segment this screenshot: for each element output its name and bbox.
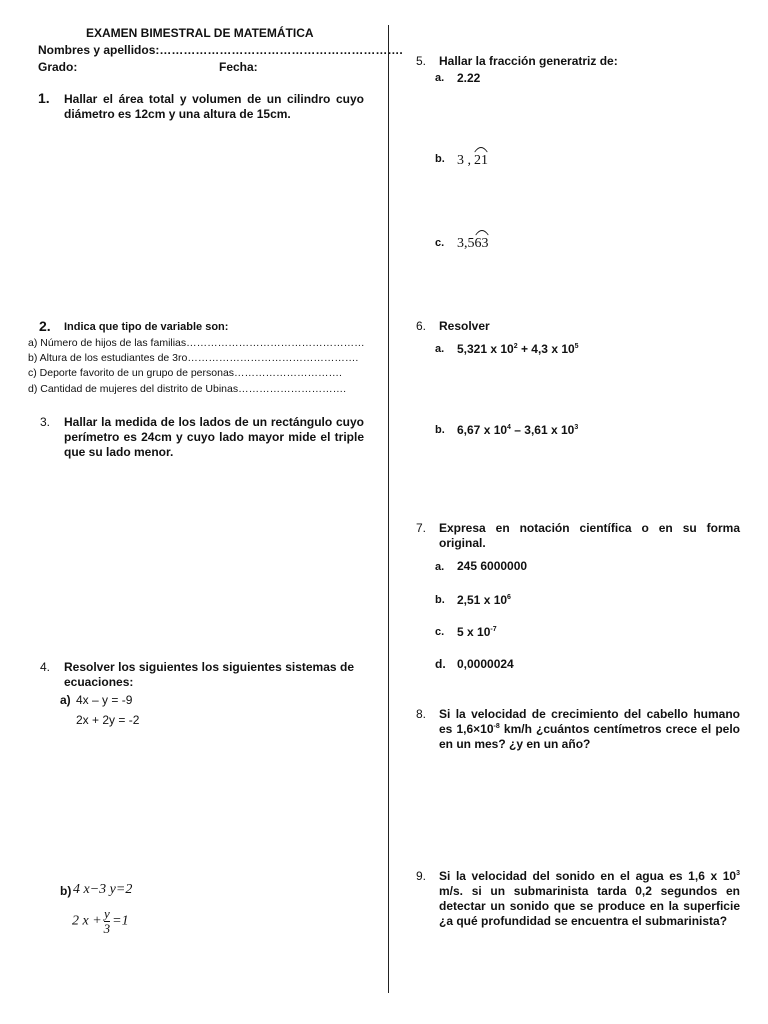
q4-b-eq1: 4 x−3 y=2	[73, 882, 133, 897]
q7-c-base: 5 x 10	[457, 625, 491, 639]
q6-b-term2: – 3,61 x 10	[510, 423, 575, 437]
q5-c-label: c.	[435, 237, 445, 249]
date-label: Fecha:	[219, 60, 258, 74]
q5-c-integer: 3,5	[457, 236, 475, 251]
q6-a-label: a.	[435, 343, 445, 355]
q6-a-term2: + 4,3 x 10	[517, 342, 575, 356]
q9-text	[439, 869, 740, 929]
q4-b-label: b)	[60, 884, 72, 898]
q7-text: Expresa en notación científica o en su forma original.	[439, 521, 740, 550]
q7-b-value	[457, 593, 511, 608]
q3-text: Hallar la medida de los lados de un rectángulo cuyo perímetro es 24cm y cuyo lado mayor mide el triple que su lado menor.	[64, 415, 364, 459]
q5-a-label: a.	[435, 72, 445, 84]
q6-b-term1: 6,67 x 10	[457, 423, 508, 437]
q8-text-b: km/h ¿cuántos centímetros crece el pelo en un mes? ¿y en un año?	[439, 722, 740, 751]
q2-item-a: a) Número de hijos de las familias……………………………………………	[28, 337, 365, 349]
q2-item-d: d) Cantidad de mujeres del distrito de Ubinas………………………….	[28, 383, 347, 395]
q4-number: 4.	[40, 660, 51, 674]
q6-b-exp1: 4	[507, 424, 511, 431]
q7-d-value: 0,0000024	[457, 657, 514, 671]
q4-b-eq2-left: 2 x +	[72, 913, 102, 929]
repeating-arc-icon	[475, 228, 489, 236]
q4-b-fraction-den: 3	[103, 920, 111, 936]
repeating-arc-icon	[474, 145, 488, 153]
q4-a-eq1: 4x – y = -9	[76, 693, 133, 707]
q1-text: Hallar el área total y volumen de un cilindro cuyo diámetro es 12cm y una altura de 15cm.	[64, 92, 364, 121]
q5-c-repeating: 63	[474, 236, 489, 251]
q1-number: 1.	[38, 90, 50, 106]
exam-title: EXAMEN BIMESTRAL DE MATEMÁTICA	[86, 26, 314, 40]
q5-number: 5.	[416, 54, 427, 68]
q4-a-label: a)	[60, 693, 71, 707]
grade-label: Grado:	[38, 60, 78, 74]
q4-text: Resolver los siguientes los siguientes sistemas de ecuaciones:	[64, 660, 354, 689]
q8-exp: -8	[493, 723, 500, 730]
q6-text: Resolver	[439, 319, 490, 333]
q9-text-b: m/s. si un submarinista tarda 0,2 segundos en detectar un sonido que se produce en la superficie ¿a qué profundidad se encuentra el submarinista?	[439, 884, 740, 928]
q4-b-eq2-right: =1	[112, 913, 129, 929]
q6-a-term1: 5,321 x 10	[457, 342, 514, 356]
q7-c-exp: -7	[490, 626, 497, 633]
q2-number: 2.	[39, 318, 51, 334]
q5-a-value: 2.22	[457, 71, 481, 85]
q8-text	[439, 707, 740, 752]
q4-b-fraction-num: y	[104, 906, 110, 921]
q7-d-label: d.	[435, 657, 446, 671]
q8-number: 8.	[416, 707, 427, 721]
q7-b-base: 2,51 x 10	[457, 593, 508, 607]
q7-b-label: b.	[435, 594, 445, 606]
q2-item-c: c) Deporte favorito de un grupo de personas………………………….	[28, 367, 342, 379]
q5-b-label: b.	[435, 153, 445, 165]
q7-b-exp: 6	[507, 594, 511, 601]
q5-b-repeating: 21	[474, 153, 488, 168]
q4-b-eq2	[72, 907, 129, 935]
q6-a-expression	[457, 342, 579, 357]
q5-b-value	[457, 152, 488, 170]
q7-a-label: a.	[435, 561, 445, 573]
q5-c-value	[457, 235, 489, 253]
column-divider	[388, 25, 389, 993]
q4-a-eq2: 2x + 2y = -2	[76, 713, 140, 727]
q5-b-integer: 3 ,	[457, 153, 471, 168]
q7-c-label: c.	[435, 626, 445, 638]
q2-text: Indica que tipo de variable son:	[64, 321, 229, 333]
q5-text: Hallar la fracción generatriz de:	[439, 54, 618, 68]
q9-exp: 3	[736, 870, 740, 877]
q6-b-exp2: 3	[574, 424, 579, 431]
q6-b-label: b.	[435, 424, 445, 436]
q8-text-a: Si la velocidad de crecimiento del cabello humano es 1,6×10	[439, 707, 740, 736]
q4-b-fraction	[104, 907, 111, 935]
q6-b-expression	[457, 423, 578, 438]
names-field-label: Nombres y apellidos:…………………………………………………….	[38, 43, 403, 57]
q9-number: 9.	[416, 869, 427, 883]
q2-item-b: b) Altura de los estudiantes de 3ro………………………………………….	[28, 352, 359, 364]
q6-number: 6.	[416, 319, 427, 333]
q6-a-exp2: 5	[574, 343, 579, 350]
q7-a-value: 245 6000000	[457, 559, 528, 573]
q6-a-exp1: 2	[513, 343, 518, 350]
q9-text-a: Si la velocidad del sonido en el agua es 1,6 x 10	[439, 869, 737, 883]
q3-number: 3.	[40, 415, 51, 429]
q7-c-value	[457, 625, 497, 640]
q7-number: 7.	[416, 521, 427, 535]
